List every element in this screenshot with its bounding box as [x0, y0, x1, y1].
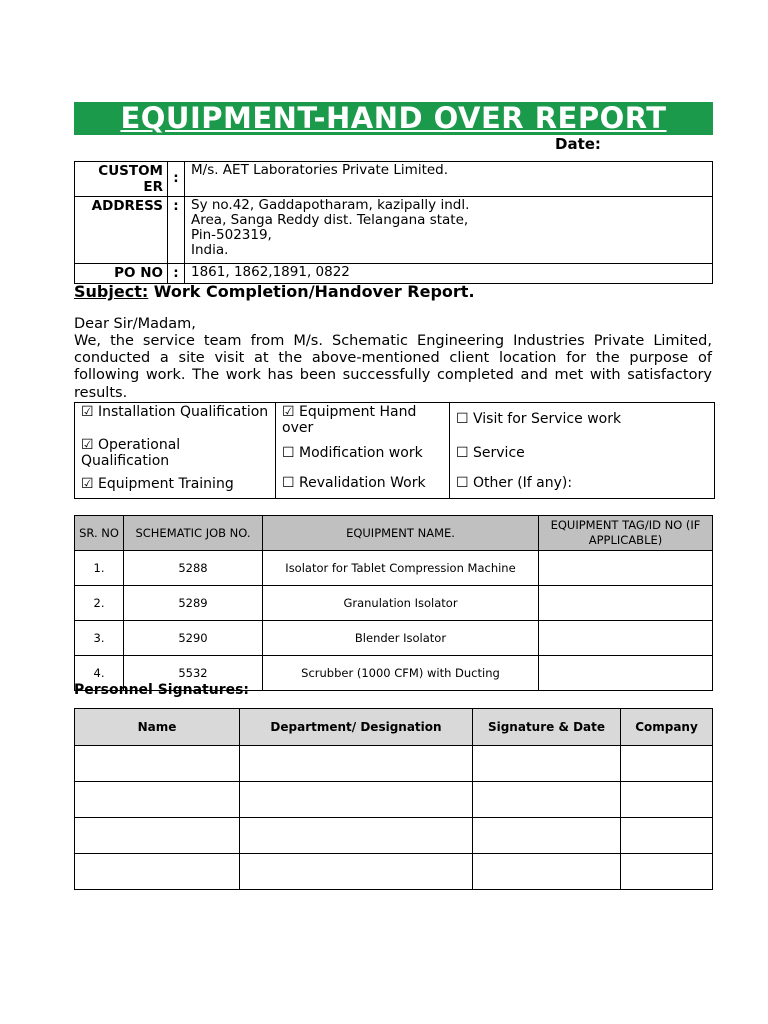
- checklist-item[interactable]: ☐ Revalidation Work: [282, 475, 426, 491]
- signature-cell[interactable]: [240, 782, 473, 818]
- sr-cell: 3.: [75, 621, 124, 656]
- checkbox-icon[interactable]: ☐: [282, 475, 295, 491]
- checkbox-icon[interactable]: ☐: [282, 445, 295, 461]
- equipment-name-cell: Granulation Isolator: [263, 586, 539, 621]
- sr-cell: 1.: [75, 551, 124, 586]
- checklist-item[interactable]: ☑ Operational Qualification: [81, 437, 181, 469]
- sr-cell: 4.: [75, 656, 124, 691]
- customer-info-table: [74, 161, 713, 284]
- signature-cell[interactable]: [75, 818, 240, 854]
- signature-cell[interactable]: [621, 854, 713, 890]
- checklist-item[interactable]: ☑ Equipment Training: [81, 476, 234, 492]
- column-header: Company: [621, 709, 713, 746]
- colon: :: [168, 197, 185, 264]
- job-cell: 5288: [124, 551, 263, 586]
- table-row: [75, 746, 713, 782]
- checklist-item[interactable]: ☐ Other (If any):: [456, 475, 573, 491]
- checkbox-icon[interactable]: ☑: [81, 437, 94, 453]
- signature-cell[interactable]: [240, 746, 473, 782]
- equipment-name-cell: Scrubber (1000 CFM) with Ducting: [263, 656, 539, 691]
- equipment-table: [74, 515, 713, 691]
- table-row: [75, 818, 713, 854]
- signature-cell[interactable]: [473, 854, 621, 890]
- checklist-item[interactable]: ☐ Modification work: [282, 445, 423, 461]
- column-header: SCHEMATIC JOB NO.: [124, 516, 263, 551]
- checkbox-icon[interactable]: ☐: [456, 445, 469, 461]
- table-row: [75, 586, 713, 621]
- column-header: EQUIPMENT TAG/ID NO (IF APPLICABLE): [539, 516, 713, 551]
- signature-cell[interactable]: [621, 818, 713, 854]
- signature-cell[interactable]: [75, 782, 240, 818]
- tag-cell[interactable]: [539, 656, 713, 691]
- subject-text: Work Completion/Handover Report.: [148, 282, 475, 301]
- equipment-name-cell: Isolator for Tablet Compression Machine: [263, 551, 539, 586]
- checkbox-icon[interactable]: ☐: [456, 411, 469, 427]
- customer-value: M/s. AET Laboratories Private Limited.: [185, 162, 713, 197]
- column-header: SR. NO: [75, 516, 124, 551]
- signature-cell[interactable]: [621, 746, 713, 782]
- table-row: [75, 621, 713, 656]
- tag-cell[interactable]: [539, 586, 713, 621]
- report-title-banner: [74, 102, 713, 135]
- report-title: EQUIPMENT-HAND OVER REPORT: [120, 101, 667, 135]
- subject-line: [74, 282, 475, 301]
- work-type-checklist: [74, 402, 715, 499]
- checkbox-icon[interactable]: ☑: [81, 404, 94, 420]
- checklist-item[interactable]: ☐ Visit for Service work: [456, 411, 622, 427]
- column-header: Name: [75, 709, 240, 746]
- signature-cell[interactable]: [240, 854, 473, 890]
- colon: :: [168, 162, 185, 197]
- checklist-column: [75, 403, 276, 498]
- checkbox-icon[interactable]: ☑: [81, 476, 94, 492]
- greeting: Dear Sir/Madam,: [74, 316, 196, 332]
- sr-cell: 2.: [75, 586, 124, 621]
- po-value: 1861, 1862,1891, 0822: [185, 264, 713, 284]
- checklist-item[interactable]: ☑ Equipment Hand over: [282, 404, 417, 436]
- signature-cell[interactable]: [473, 746, 621, 782]
- job-cell: 5532: [124, 656, 263, 691]
- address-label: ADDRESS: [75, 197, 168, 264]
- signature-cell[interactable]: [240, 818, 473, 854]
- signature-cell[interactable]: [75, 854, 240, 890]
- checklist-column: [450, 403, 713, 498]
- signature-cell[interactable]: [473, 818, 621, 854]
- table-row: [75, 782, 713, 818]
- letter-body: We, the service team from M/s. Schematic Engineering Industries Private Limited, conducted a site visit at the above-mentioned client location for the purpose of following work. The work has been successfully completed and met with satisfactory results.: [74, 333, 712, 401]
- table-row: [75, 551, 713, 586]
- tag-cell[interactable]: [539, 621, 713, 656]
- colon: :: [168, 264, 185, 284]
- checkbox-icon[interactable]: ☐: [456, 475, 469, 491]
- signature-cell[interactable]: [473, 782, 621, 818]
- personnel-signatures-title: Personnel Signatures:: [74, 682, 250, 698]
- checkbox-icon[interactable]: ☑: [282, 404, 295, 420]
- signature-cell[interactable]: [621, 782, 713, 818]
- customer-label: CUSTOMER: [75, 162, 168, 197]
- column-header: Department/ Designation: [240, 709, 473, 746]
- table-header-row: [75, 709, 713, 746]
- po-label: PO NO: [75, 264, 168, 284]
- table-header-row: [75, 516, 713, 551]
- column-header: Signature & Date: [473, 709, 621, 746]
- checklist-column: [276, 403, 450, 498]
- date-label: Date:: [555, 135, 601, 153]
- checklist-item[interactable]: ☐ Service: [456, 445, 525, 461]
- address-value: Sy no.42, Gaddapotharam, kazipally indl. Area, Sanga Reddy dist. Telangana state, Pin-502319, India.: [185, 197, 713, 264]
- tag-cell[interactable]: [539, 551, 713, 586]
- checklist-item[interactable]: ☑ Installation Qualification: [81, 404, 269, 420]
- job-cell: 5289: [124, 586, 263, 621]
- column-header: EQUIPMENT NAME.: [263, 516, 539, 551]
- equipment-name-cell: Blender Isolator: [263, 621, 539, 656]
- signature-cell[interactable]: [75, 746, 240, 782]
- signature-table: [74, 708, 713, 890]
- subject-label: Subject:: [74, 282, 149, 301]
- table-row: [75, 854, 713, 890]
- job-cell: 5290: [124, 621, 263, 656]
